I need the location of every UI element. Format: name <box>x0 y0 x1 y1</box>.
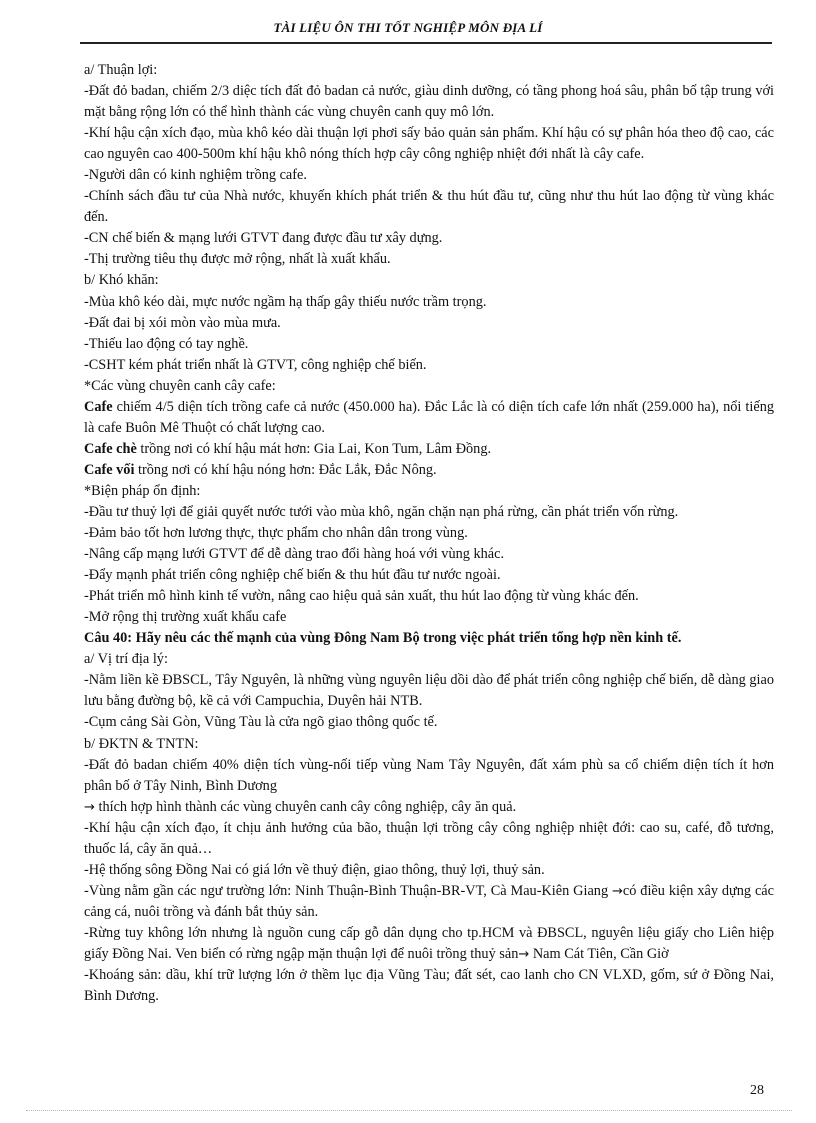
paragraph: -Đất đỏ badan, chiếm 2/3 diệc tích đất đỏ badan cả nước, giàu dinh dưỡng, có tầng phong hoá sâu, phân bố tập trung với mặt bằng rộng lớn có thể hình thành các vùng chuyên canh quy mô lớn. <box>84 83 774 121</box>
bold-term: Cafe vối <box>84 461 135 478</box>
header-rule <box>80 42 772 44</box>
document-body <box>84 60 774 1007</box>
section-heading: *Biện pháp ổn định: <box>84 482 201 499</box>
paragraph-text: -Vùng nằm gần các ngư trường lớn: Ninh Thuận-Bình Thuận-BR-VT, Cà Mau-Kiên Giang <box>84 882 612 899</box>
paragraph <box>84 797 774 818</box>
paragraph <box>84 460 774 481</box>
paragraph-text: trồng nơi có khí hậu nóng hơn: Đắc Lắk, Đắc Nông. <box>134 461 437 478</box>
paragraph: -Đất đỏ badan chiếm 40% diện tích vùng-nối tiếp vùng Nam Tây Nguyên, đất xám phù sa cổ chiếm diện tích ít hơn phân bố ở Tây Ninh, Bình Dương <box>84 756 774 794</box>
paragraph-text: chiếm 4/5 diện tích trồng cafe cả nước (450.000 ha). Đắc Lắc là có diện tích cafe lớn nhất (259.000 ha), nổi tiếng là cafe Buôn Mê Thuột có chất lượng cao. <box>84 398 774 436</box>
paragraph: -Chính sách đầu tư của Nhà nước, khuyến khích phát triển & thu hút đầu tư, cũng như thu hút lao động từ vùng khác đến. <box>84 188 774 226</box>
paragraph-text: Nam Cát Tiên, Cần Giờ <box>529 945 669 962</box>
paragraph: -Nằm liền kề ĐBSCL, Tây Nguyên, là những vùng nguyên liệu dồi dào để phát triển công nghiệp chế biến, dễ dàng giao lưu bằng đường bộ, kề cả với Campuchia, Duyên hải NTB. <box>84 672 774 710</box>
section-heading: b/ ĐKTN & TNTN: <box>84 735 199 752</box>
paragraph: -Phát triển mô hình kinh tế vườn, nâng cao hiệu quả sản xuất, thu hút lao động từ vùng khác đến. <box>84 588 639 605</box>
paragraph: -CSHT kém phát triển nhất là GTVT, công nghiệp chế biến. <box>84 356 427 373</box>
paragraph: -Mùa khô kéo dài, mực nước ngầm hạ thấp gây thiếu nước trầm trọng. <box>84 293 487 310</box>
paragraph <box>84 923 774 965</box>
paragraph: -Thiếu lao động có tay nghề. <box>84 335 249 352</box>
paragraph-text: -Rừng tuy không lớn nhưng là nguồn cung cấp gỗ dân dụng cho tp.HCM và ĐBSCL, nguyên liệu giấy cho Liên hiệp giấy Đồng Nai. Ven biển có rừng ngập mặn thuận lợi để nuôi trồng thuỷ sản <box>84 924 774 962</box>
paragraph: -Khoáng sản: dầu, khí trữ lượng lớn ở thềm lục địa Vũng Tàu; đất sét, cao lanh cho CN VLXD, gốm, sứ ở Đồng Nai, Bình Dương. <box>84 967 774 1005</box>
paragraph: -Hệ thống sông Đồng Nai có giá lớn về thuỷ điện, giao thông, thuỷ lợi, thuỷ sản. <box>84 861 545 878</box>
paragraph-text: thích hợp hình thành các vùng chuyên canh cây công nghiệp, cây ăn quả. <box>94 798 517 815</box>
section-heading: a/ Thuận lợi: <box>84 62 158 78</box>
arrow-right-icon: → <box>84 799 95 815</box>
paragraph: -Khí hậu cận xích đạo, mùa khô kéo dài thuận lợi phơi sấy bảo quản sản phẩm. Khí hậu có sự phân hóa theo độ cao, các cao nguyên cao 400-500m khí hậu khô nóng thích hợp cây công nghiệp nhiệt đới nhất là cây cafe. <box>84 125 774 163</box>
bold-term: Cafe <box>84 398 113 415</box>
paragraph: -Thị trường tiêu thụ được mở rộng, nhất là xuất khẩu. <box>84 251 391 268</box>
section-heading: b/ Khó khăn: <box>84 272 159 289</box>
paragraph: -Đảm bảo tốt hơn lương thực, thực phẩm cho nhân dân trong vùng. <box>84 525 468 542</box>
paragraph: -Đầu tư thuỷ lợi để giải quyết nước tưới vào mùa khô, ngăn chặn nạn phá rừng, cần phát triển vốn rừng. <box>84 503 679 520</box>
arrow-right-icon: → <box>612 883 623 899</box>
paragraph: -CN chế biến & mạng lưới GTVT đang được đầu tư xây dựng. <box>84 230 443 247</box>
paragraph: -Đất đai bị xói mòn vào mùa mưa. <box>84 314 281 331</box>
bold-term: Cafe chè <box>84 440 137 457</box>
section-heading: a/ Vị trí địa lý: <box>84 651 168 668</box>
paragraph <box>84 881 774 923</box>
question-title: Câu 40: Hãy nêu các thế mạnh của vùng Đông Nam Bộ trong việc phát triển tổng hợp nền kinh tế. <box>84 630 682 647</box>
paragraph <box>84 439 774 460</box>
paragraph: -Mở rộng thị trường xuất khẩu cafe <box>84 609 287 626</box>
section-heading: *Các vùng chuyên canh cây cafe: <box>84 377 276 394</box>
page-number: 28 <box>750 1083 764 1098</box>
paragraph: -Đẩy mạnh phát triển công nghiệp chế biến & thu hút đầu tư nước ngoài. <box>84 567 501 584</box>
page-header-title: TÀI LIỆU ÔN THI TỐT NGHIỆP MÔN ĐỊA LÍ <box>273 20 543 35</box>
paragraph: -Người dân có kinh nghiệm trồng cafe. <box>84 167 307 184</box>
arrow-right-icon: → <box>518 946 530 962</box>
paragraph: -Nâng cấp mạng lưới GTVT để dễ dàng trao đổi hàng hoá với vùng khác. <box>84 546 505 563</box>
paragraph-text: trồng nơi có khí hậu mát hơn: Gia Lai, Kon Tum, Lâm Đồng. <box>136 440 492 457</box>
paragraph: -Cụm cảng Sài Gòn, Vũng Tàu là cửa ngõ giao thông quốc tế. <box>84 714 438 731</box>
paragraph <box>84 397 774 439</box>
paragraph-text: có điều kiện xây dựng các cảng cá, nuôi trồng và đánh bắt thủy sản. <box>84 882 775 920</box>
paragraph: -Khí hậu cận xích đạo, ít chịu ảnh hưởng của bão, thuận lợi trồng cây công nghiệp nhiệt đới: cao su, café, đỗ tương, thuốc lá, cây ăn quả… <box>84 819 774 857</box>
footer-rule <box>26 1110 792 1111</box>
